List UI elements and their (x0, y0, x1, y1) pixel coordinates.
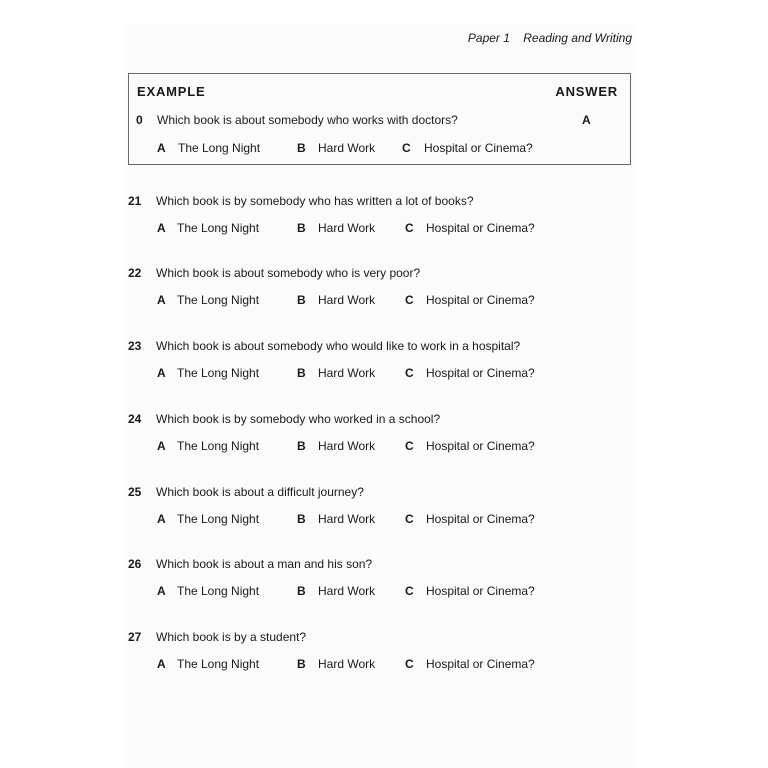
question-number: 21 (128, 194, 142, 208)
example-number: 0 (136, 113, 143, 127)
option-b-letter: B (297, 221, 306, 235)
question-item (0, 630, 768, 690)
example-option-a-letter: A (157, 141, 166, 155)
option-c-text: Hospital or Cinema? (426, 512, 535, 526)
option-b-text: Hard Work (318, 293, 376, 307)
option-a-text: The Long Night (177, 512, 260, 526)
question-number: 24 (128, 412, 142, 426)
question-item (0, 557, 768, 617)
option-a-letter: A (157, 584, 166, 598)
answer-title: ANSWER (555, 84, 618, 99)
example-answer: A (582, 113, 591, 127)
question-item (0, 485, 768, 545)
option-c-letter: C (405, 366, 414, 380)
option-c-letter: C (405, 293, 414, 307)
page-header (468, 31, 632, 45)
option-c-text: Hospital or Cinema? (426, 293, 535, 307)
paper-label: Paper 1 (467, 31, 510, 45)
option-a-text: The Long Night (177, 584, 260, 598)
option-a-letter: A (157, 657, 166, 671)
example-option-c-letter: C (402, 141, 411, 155)
question-item (0, 339, 768, 399)
option-b-text: Hard Work (318, 657, 376, 671)
option-b-text: Hard Work (318, 221, 376, 235)
question-text: Which book is about a man and his son? (156, 557, 373, 571)
option-b-letter: B (297, 584, 306, 598)
option-b-letter: B (297, 366, 306, 380)
option-b-letter: B (297, 657, 306, 671)
question-number: 22 (128, 266, 142, 280)
option-b-letter: B (297, 439, 306, 453)
section-label: Reading and Writing (523, 31, 632, 45)
example-option-b-letter: B (297, 141, 306, 155)
example-option-c-text: Hospital or Cinema? (424, 141, 533, 155)
option-c-letter: C (405, 657, 414, 671)
option-c-text: Hospital or Cinema? (426, 439, 535, 453)
option-b-text: Hard Work (318, 584, 376, 598)
option-a-letter: A (157, 366, 166, 380)
question-text: Which book is about somebody who would like to work in a hospital? (156, 339, 521, 353)
option-a-letter: A (157, 512, 166, 526)
option-c-letter: C (405, 512, 414, 526)
question-text: Which book is by somebody who has written a lot of books? (156, 194, 474, 208)
question-item (0, 194, 768, 254)
example-option-b-text: Hard Work (318, 141, 376, 155)
option-b-text: Hard Work (318, 512, 376, 526)
option-c-text: Hospital or Cinema? (426, 657, 535, 671)
question-text: Which book is about somebody who is very poor? (156, 266, 421, 280)
option-a-text: The Long Night (177, 366, 260, 380)
option-a-letter: A (157, 221, 166, 235)
example-option-a-text: The Long Night (178, 141, 261, 155)
question-text: Which book is by somebody who worked in a school? (156, 412, 441, 426)
question-number: 27 (128, 630, 142, 644)
question-text: Which book is by a student? (156, 630, 307, 644)
question-item (0, 266, 768, 326)
option-b-text: Hard Work (318, 366, 376, 380)
option-c-letter: C (405, 221, 414, 235)
example-title: EXAMPLE (137, 84, 206, 99)
option-a-text: The Long Night (177, 221, 260, 235)
option-a-text: The Long Night (177, 293, 260, 307)
question-text: Which book is about a difficult journey? (156, 485, 364, 499)
option-a-letter: A (157, 293, 166, 307)
option-b-letter: B (297, 512, 306, 526)
option-a-letter: A (157, 439, 166, 453)
option-c-letter: C (405, 584, 414, 598)
option-c-letter: C (405, 439, 414, 453)
question-number: 26 (128, 557, 142, 571)
option-b-letter: B (297, 293, 306, 307)
option-a-text: The Long Night (177, 657, 260, 671)
option-c-text: Hospital or Cinema? (426, 366, 535, 380)
question-number: 23 (128, 339, 142, 353)
option-c-text: Hospital or Cinema? (426, 221, 535, 235)
option-a-text: The Long Night (177, 439, 260, 453)
question-item (0, 412, 768, 472)
question-number: 25 (128, 485, 142, 499)
option-c-text: Hospital or Cinema? (426, 584, 535, 598)
example-question: Which book is about somebody who works with doctors? (157, 113, 458, 127)
option-b-text: Hard Work (318, 439, 376, 453)
